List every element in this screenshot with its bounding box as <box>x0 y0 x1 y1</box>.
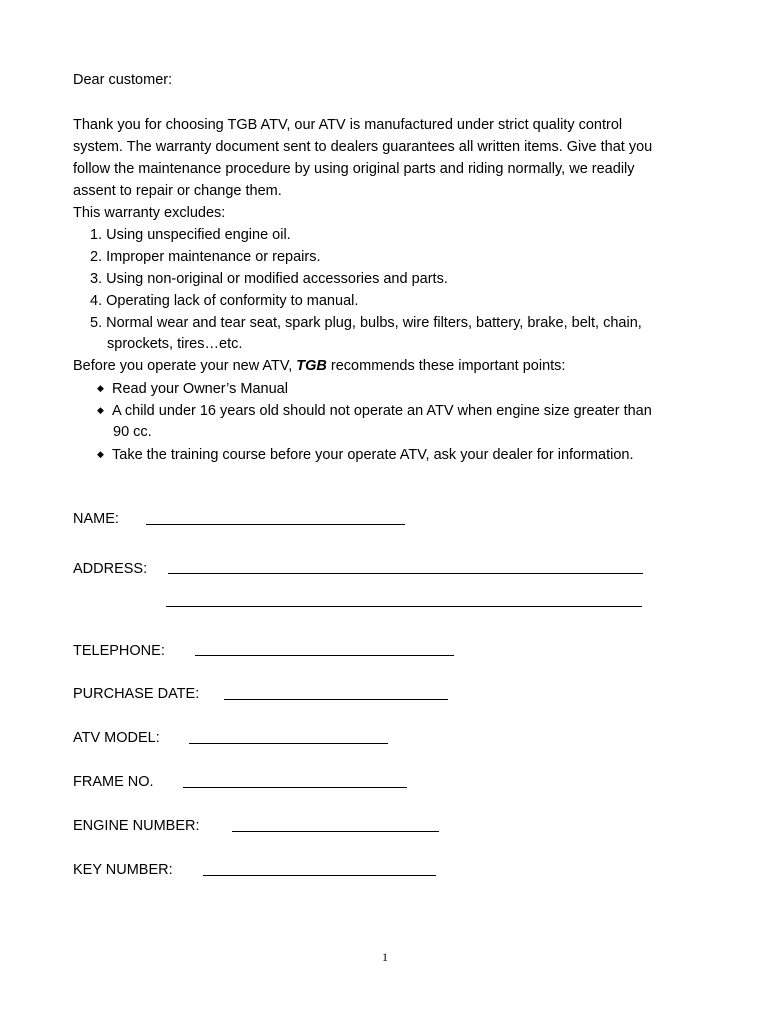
exclusion-item-5: 5. Normal wear and tear seat, spark plug, bulbs, wire filters, battery, brake, belt, chain, <box>90 315 642 331</box>
name-label: NAME: <box>73 511 119 527</box>
bullet-item-2 <box>97 401 652 420</box>
telephone-label: TELEPHONE: <box>73 643 165 659</box>
exclusion-item-5-continued: sprockets, tires…etc. <box>107 336 243 352</box>
address-field-line-1[interactable] <box>168 573 643 574</box>
intro-line-3: follow the maintenance procedure by using original parts and riding normally, we readily <box>73 161 635 177</box>
diamond-bullet-icon: ◆ <box>97 383 104 393</box>
purchase-date-label: PURCHASE DATE: <box>73 686 200 702</box>
exclusion-item-4: 4. Operating lack of conformity to manual. <box>90 293 359 309</box>
atv-model-label: ATV MODEL: <box>73 730 160 746</box>
recommendation-intro <box>73 357 565 375</box>
greeting: Dear customer: <box>73 72 173 88</box>
engine-number-label: ENGINE NUMBER: <box>73 818 200 834</box>
intro-line-2: system. The warranty document sent to dealers guarantees all written items. Give that you <box>73 139 653 155</box>
page-number: 1 <box>382 950 388 964</box>
intro-line-4: assent to repair or change them. <box>73 183 282 199</box>
engine-number-field[interactable] <box>232 831 439 832</box>
key-number-label: KEY NUMBER: <box>73 862 173 878</box>
atv-model-field[interactable] <box>189 743 388 744</box>
intro-line-1: Thank you for choosing TGB ATV, our ATV is manufactured under strict quality control <box>73 117 623 133</box>
recommendation-prefix: Before you operate your new ATV, <box>73 358 297 374</box>
address-field-line-2[interactable] <box>166 606 642 607</box>
bullet-item-3 <box>97 445 633 464</box>
recommendation-suffix: recommends these important points: <box>326 358 566 374</box>
exclusion-item-3: 3. Using non-original or modified accessories and parts. <box>90 271 448 287</box>
bullet-item-2-continued: 90 cc. <box>113 424 152 440</box>
diamond-bullet-icon: ◆ <box>97 405 104 415</box>
bullet-item-1 <box>97 379 288 398</box>
brand-name: TGB <box>296 358 327 374</box>
telephone-field[interactable] <box>195 655 454 656</box>
bullet-text-1: Read your Owner’s Manual <box>112 381 288 397</box>
bullet-text-3: Take the training course before your operate ATV, ask your dealer for information. <box>112 447 634 463</box>
bullet-text-2: A child under 16 years old should not operate an ATV when engine size greater than <box>112 403 652 419</box>
name-field[interactable] <box>146 524 405 525</box>
exclusion-item-1: 1. Using unspecified engine oil. <box>90 227 291 243</box>
frame-no-field[interactable] <box>183 787 407 788</box>
exclusions-heading: This warranty excludes: <box>73 205 226 221</box>
address-label: ADDRESS: <box>73 561 148 577</box>
key-number-field[interactable] <box>203 875 436 876</box>
diamond-bullet-icon: ◆ <box>97 449 104 459</box>
purchase-date-field[interactable] <box>224 699 448 700</box>
exclusion-item-2: 2. Improper maintenance or repairs. <box>90 249 321 265</box>
frame-no-label: FRAME NO. <box>73 774 154 790</box>
